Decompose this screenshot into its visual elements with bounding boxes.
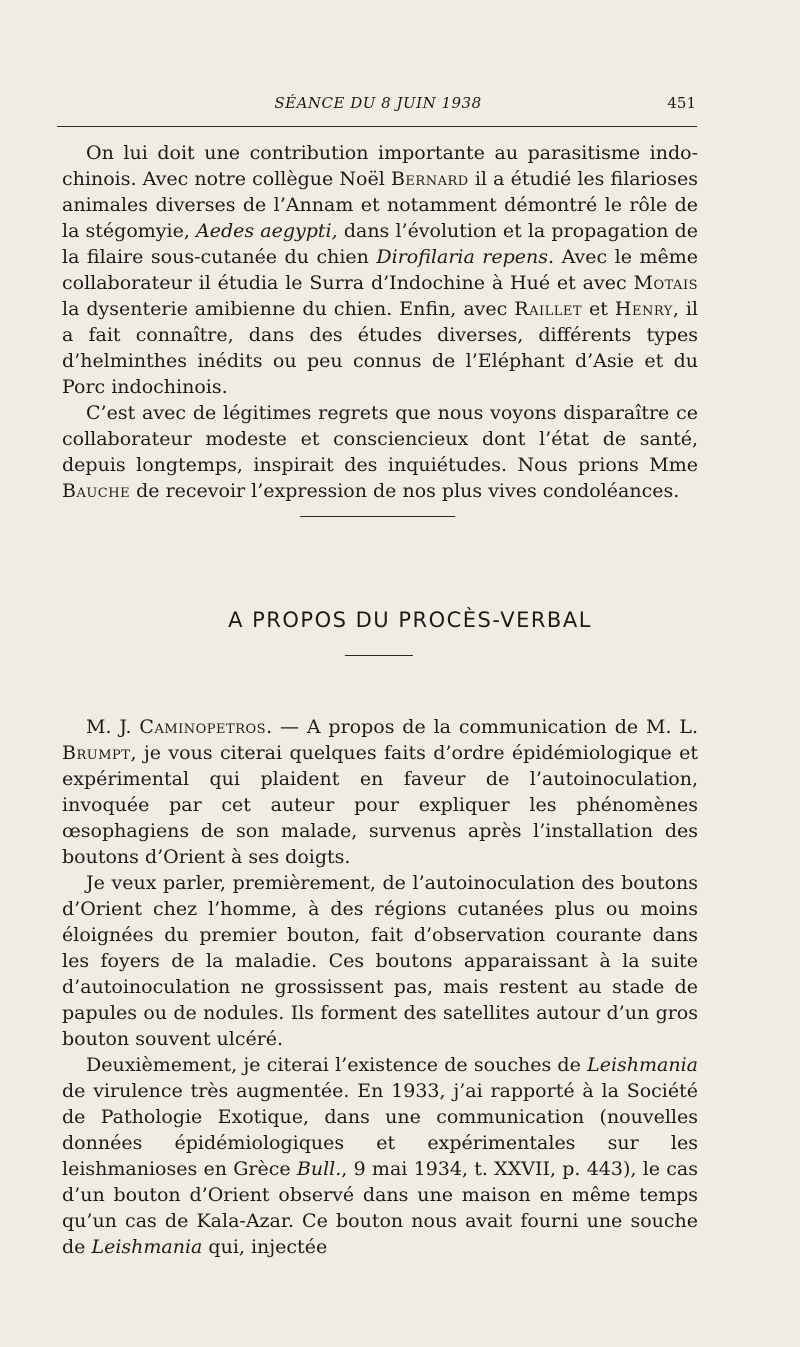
section-heading: A PROPOS DU PROCÈS-VERBAL	[228, 608, 592, 632]
text-run: dans l’évolution et la propagation de la filaire sous-cutanée du chien	[62, 220, 698, 268]
heading-underline-rule	[345, 655, 413, 656]
paragraph-condolences	[62, 400, 698, 504]
text-run: , 9 mai 1934, t. XXVII, p. 443), le cas d’un bouton d’Orient observé dans une maison en même temps qu’un cas de Kala-Azar. Ce bouton nous avait fourni une souche de	[62, 1158, 698, 1258]
running-title: SÉANCE DU 8 JUIN 1938	[274, 94, 482, 112]
author-name-caminopetros: Caminopetros	[139, 716, 267, 738]
species-name-aedes: Aedes aegypti,	[196, 220, 338, 242]
page-number: 451	[667, 94, 696, 112]
proces-verbal-text-block	[62, 714, 698, 1260]
text-run: C’est avec de légitimes regrets que nous voyons disparaître ce collaborateur modeste et consciencieux dont l’état de santé, depuis longtemps, inspirait des inquiétudes. Nous prions Mme	[62, 402, 698, 476]
text-run: qui, injectée	[202, 1236, 328, 1258]
author-name-bauche: Bauche	[62, 480, 131, 502]
text-run: la dysenterie amibienne du chien. Enfin, avec	[62, 298, 515, 320]
paragraph-leishmania-strains	[62, 1052, 698, 1260]
author-name-motais: Motais	[633, 272, 698, 294]
text-run: Deuxièmement, je citerai l’existence de souches de	[86, 1054, 588, 1076]
text-run: de recevoir l’expression de nos plus vives condoléances.	[130, 480, 680, 502]
header-rule	[57, 126, 697, 127]
author-name-bernard: Bernard	[390, 168, 469, 190]
paragraph-autoinoculation: Je veux parler, premièrement, de l’autoinoculation des boutons d’Orient chez l’homme, à des régions cutanées plus ou moins éloignées du premier bouton, fait d’observation courante dans les foyers de la maladie. Ces boutons apparaissant à la suite d’autoinoculation ne grossissent pas, mais restent au stade de papules ou de nodules. Ils forment des satellites autour d’un gros bouton souvent ulcéré.	[62, 872, 698, 1050]
citation-bull: Bull.	[296, 1158, 342, 1180]
text-run: On lui doit une contribution importante au parasitisme indo-chinois. Avec notre collègue Noël	[62, 142, 698, 190]
text-run: . — A propos de la communication de M. L.	[266, 716, 698, 738]
author-name-henry: Henry	[614, 298, 673, 320]
author-name-raillet: Raillet	[514, 298, 583, 320]
running-head	[60, 92, 696, 116]
species-name-dirofilaria: Dirofilaria repens.	[376, 246, 555, 268]
text-run: , il a fait connaître, dans des études diverses, différents types d’helminthes inédits ou peu connus de l’Eléphant d’Asie et du Porc indochinois.	[62, 298, 698, 398]
obituary-text-block	[62, 140, 698, 504]
text-run: il a étudié les filarioses animales diverses de l’Annam et notamment démontré le rôle de la stégomyie,	[62, 168, 698, 242]
paragraph-caminopetros	[62, 714, 698, 870]
paragraph-contribution	[62, 140, 698, 400]
genus-name-leishmania: Leishmania	[587, 1054, 698, 1076]
author-name-brumpt: Brumpt	[62, 742, 131, 764]
text-run: , je vous citerai quelques faits d’ordre épidémiologique et expérimental qui plaident en faveur de l’autoinoculation, invoquée par cet auteur pour expliquer les phénomènes œsophagiens de son malade, survenus après l’installation des boutons d’Orient à ses doigts.	[62, 742, 698, 868]
text-run: et	[582, 298, 615, 320]
genus-name-leishmania: Leishmania	[91, 1236, 203, 1258]
section-separator-rule	[300, 516, 455, 517]
text-run: de virulence très augmentée. En 1933, j’ai rapporté à la Société de Pathologie Exotique, dans une communication (nouvelles données épidémiologiques et expérimentales sur les leishmanioses en Grèce	[62, 1080, 698, 1180]
text-run: Avec le même collaborateur il étudia le Surra d’Indochine à Hué et avec	[62, 246, 699, 294]
text-run: M. J.	[86, 716, 140, 738]
